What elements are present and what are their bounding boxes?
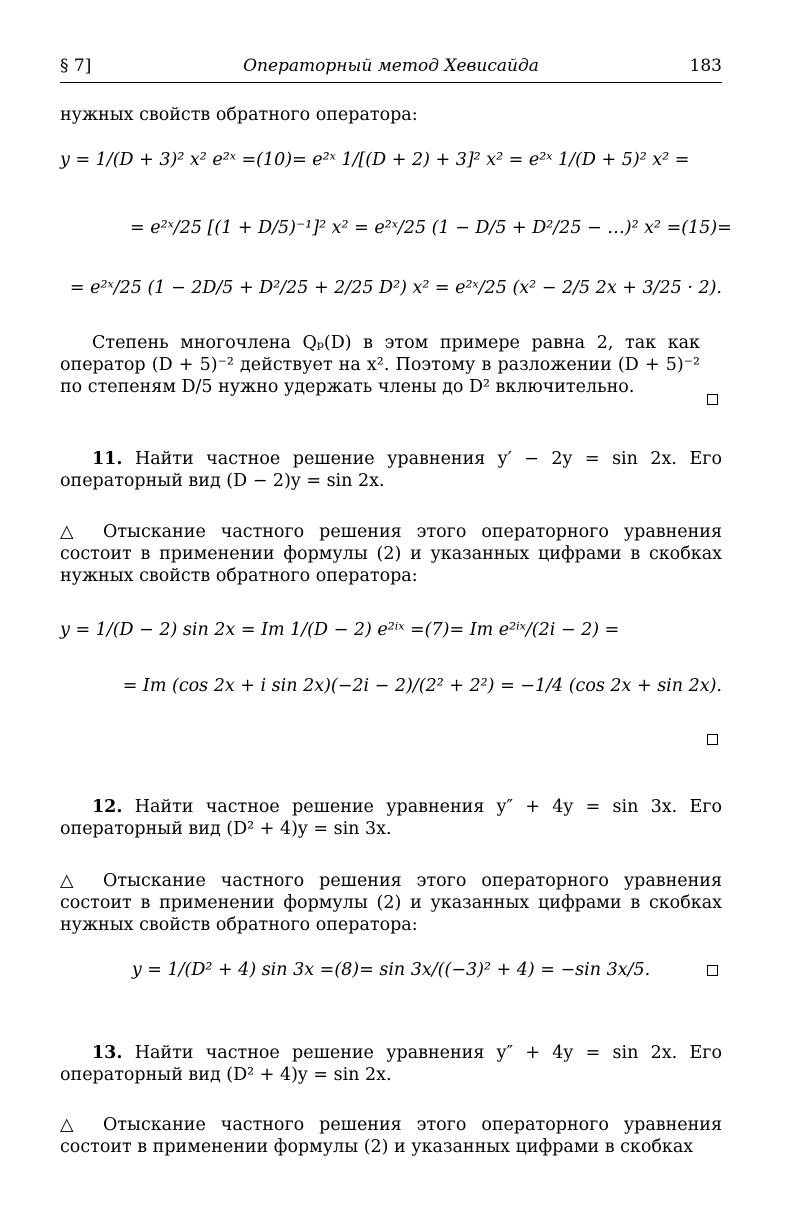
solution-text: Отыскание частного решения этого операторного уравнения состоит в применении формулы (2) и указанных цифрами в скобках нужных свойств обратного оператора:	[60, 871, 722, 935]
triangle-icon: △	[60, 1115, 74, 1135]
problem-text: Найти частное решение уравнения y″ + 4y = sin 2x. Его операторный вид (D² + 4)y = sin 2x.	[60, 1043, 722, 1085]
problem-number: 11.	[92, 449, 123, 469]
running-title: Операторный метод Хевисайда	[243, 56, 539, 76]
intro-line: нужных свойств обратного оператора:	[60, 105, 418, 125]
triangle-icon: △	[60, 522, 74, 542]
qed-square-icon	[707, 734, 718, 745]
qed-square-icon	[707, 965, 718, 976]
solution-text: Отыскание частного решения этого операторного уравнения состоит в применении формулы (2) и указанных цифрами в скобках нужных свойств обратного оператора:	[60, 522, 722, 586]
remark-paragraph: Степень многочлена Qₚ(D) в этом примере равна 2, так как оператор (D + 5)⁻² действует на x². Поэтому в разложении (D + 5)⁻² по степеням D/5 нужно удержать члены до D² включительно.	[60, 333, 700, 397]
problem-statement	[60, 448, 722, 492]
problem-text: Найти частное решение уравнения y′ − 2y = sin 2x. Его операторный вид (D − 2)y = sin 2x.	[60, 449, 722, 491]
problem-text: Найти частное решение уравнения y″ + 4y = sin 3x. Его операторный вид (D² + 4)y = sin 3x.	[60, 797, 722, 839]
equation-line: = e²ˣ/25 (1 − 2D/5 + D²/25 + 2/25 D²) x² = e²ˣ/25 (x² − 2/5 2x + 3/25 · 2).	[69, 278, 722, 298]
problem-statement	[60, 796, 722, 840]
page-number: 183	[689, 56, 722, 76]
solution-paragraph	[60, 870, 722, 936]
triangle-icon: △	[60, 871, 74, 891]
equation-line: = e²ˣ/25 [(1 + D/5)⁻¹]² x² = e²ˣ/25 (1 − D/5 + D²/25 − …)² x² =(15)=	[130, 218, 732, 238]
book-page	[60, 0, 732, 1216]
solution-paragraph	[60, 1114, 722, 1158]
problem-statement	[60, 1042, 722, 1086]
equation-line: y = 1/(D² + 4) sin 3x =(8)= sin 3x/((−3)² + 4) = −sin 3x/5.	[131, 960, 651, 980]
section-mark: § 7]	[60, 56, 92, 76]
solution-text: Отыскание частного решения этого операторного уравнения состоит в применении формулы (2) и указанных цифрами в скобках	[60, 1115, 722, 1157]
equation-line: y = 1/(D − 2) sin 2x = Im 1/(D − 2) e²ⁱˣ =(7)= Im e²ⁱˣ/(2i − 2) =	[60, 620, 620, 640]
problem-number: 12.	[92, 797, 123, 817]
equation-line: = Im (cos 2x + i sin 2x)(−2i − 2)/(2² + 2²) = −1/4 (cos 2x + sin 2x).	[122, 676, 722, 696]
equation-line: y = 1/(D + 3)² x² e²ˣ =(10)= e²ˣ 1/[(D + 2) + 3]² x² = e²ˣ 1/(D + 5)² x² =	[60, 150, 690, 170]
running-header	[60, 56, 722, 83]
qed-square-icon	[707, 394, 718, 405]
problem-number: 13.	[92, 1043, 123, 1063]
solution-paragraph	[60, 521, 722, 587]
